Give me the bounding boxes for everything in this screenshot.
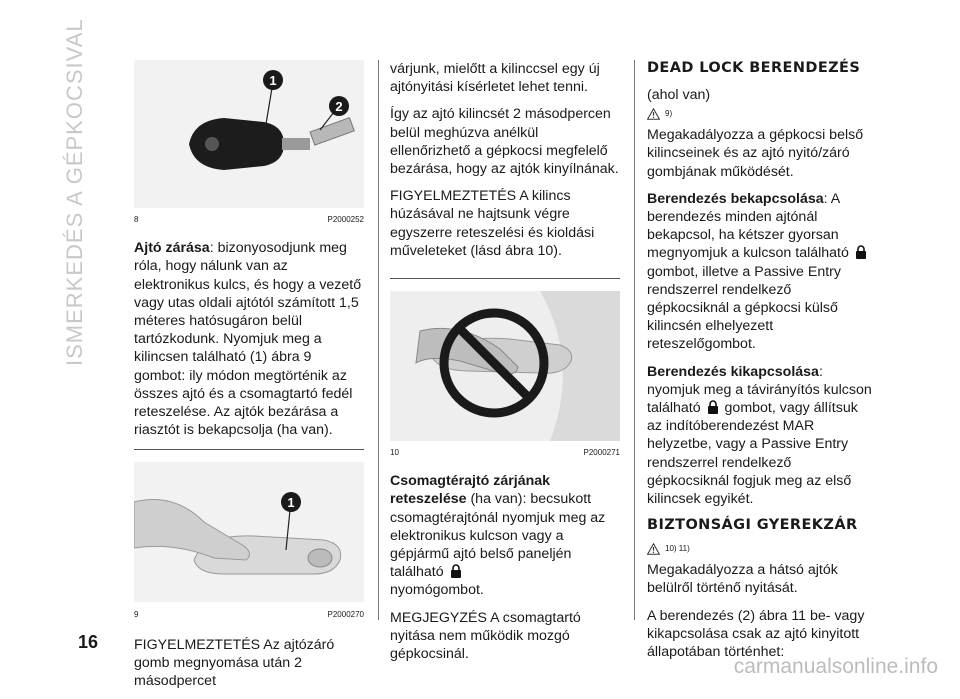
warning-reference: 9) <box>647 108 875 120</box>
figure-code: P2000252 <box>327 215 364 225</box>
paragraph-tailgate-locking: Csomagtérajtó zárjának reteszelése (ha van): becsukott csomagtérajtónál nyomjuk meg az elektronikus kulcson vagy a gépjármű ajtó belső paneljén található nyomógombot. <box>390 473 606 599</box>
figure-9 <box>134 462 364 619</box>
term-activation: Berendezés bekapcsolása <box>647 190 824 207</box>
warning-triangle-icon <box>647 108 660 120</box>
paragraph-activation: Berendezés bekapcsolása: A berendezés minden ajtónál bekapcsol, ha kétszer gyorsan megnyomjuk a kulcson található gombot, illetve a Passive Entry rendszerrel rendelkező gépkocsiknál a gépkocsi külső kilincsén elhelyezett reteszelőgombot. <box>647 190 875 354</box>
figure-caption <box>134 610 364 620</box>
column-divider <box>634 60 635 620</box>
lock-icon <box>450 564 462 579</box>
chapter-side-title: ISMERKEDÉS A GÉPKOCSIVAL <box>62 18 87 366</box>
figure-8 <box>134 60 364 225</box>
term-deactivation: Berendezés kikapcsolása <box>647 363 819 380</box>
separator <box>390 278 620 279</box>
column-divider <box>378 60 379 620</box>
figure-number: 10 <box>390 448 399 458</box>
figure-caption <box>134 215 364 225</box>
paragraph-check-locking: Így az ajtó kilincsét 2 másodpercen belül meghúzva anélkül ellenőrizhető a gépkocsi megfelelő bezárása, hogy az ajtók kinyílnának. <box>390 106 619 178</box>
heading-child-lock: BIZTONSÁGI GYEREKZÁR <box>647 517 858 534</box>
heading-dead-lock: DEAD LOCK BERENDEZÉS <box>647 60 861 76</box>
paragraph-child-lock-operation: A berendezés (2) ábra 11 be- vagy kikapcsolása csak az ajtó kinyitott állapotában történhet: <box>647 607 865 661</box>
paragraph-warning-handle: FIGYELMEZTETÉS A kilincs húzásával ne hajtsunk végre egyszerre reteszelési és kioldási műveleteket (lásd ábra 10). <box>390 188 595 259</box>
column-1 <box>134 60 364 699</box>
figure-10 <box>390 291 620 458</box>
lock-icon <box>855 245 867 260</box>
paragraph-deactivation: Berendezés kikapcsolása: nyomjuk meg a távirányítós kulcson található gombot, vagy állítsuk az indítóberendezést MAR helyzetbe, vagy a Passive Entry rendszerrel rendelkező gépkocsiknál fogjuk meg az első kilincsek egyikét. <box>647 363 872 508</box>
fig8-marker-2: 2 <box>335 99 343 114</box>
term-tailgate-locking: Csomagtérajtó zárjának reteszelése <box>390 473 551 508</box>
watermark: carmanualsonline.info <box>733 655 938 678</box>
paragraph-door-locking: Ajtó zárása: bizonyosodjunk meg róla, hogy nálunk van az elektronikus kulcs, és hogy a vezető vagy utas oldali ajtótól számított 1,5 méteres hatósugáron belül tartózkodunk. Nyomjuk meg a kilincsen található (1) ábra 9 gombot: ily módon megtörténik az összes ajtó és a csomagtartó fedél reteszelése. Az ajtók bezárása a riasztót is bekapcsolja (ha van). <box>134 240 362 439</box>
paragraph-warning-wait: FIGYELMEZTETÉS Az ajtózáró gomb megnyomása után 2 másodpercet <box>134 636 335 690</box>
paragraph-continue: várjunk, mielőtt a kilinccsel egy új ajtónyitási kísérletet lehet tenni. <box>390 61 600 96</box>
separator <box>134 449 364 450</box>
availability-note: (ahol van) <box>647 87 711 103</box>
paragraph-child-lock: Megakadályozza a hátsó ajtók belülről történő nyitását. <box>647 562 838 597</box>
column-3 <box>647 60 875 670</box>
warning-triangle-icon <box>647 543 660 555</box>
figure-number: 8 <box>134 215 139 225</box>
figure-caption <box>390 448 620 458</box>
door-handle-illustration <box>134 462 364 602</box>
lock-icon <box>707 400 719 415</box>
paragraph-dead-lock: Megakadályozza a gépkocsi belső kilincseinek és az ajtó nyitó/záró gombjának működését. <box>647 127 864 180</box>
page-number: 16 <box>78 632 99 652</box>
term-door-locking: Ajtó zárása <box>134 240 210 257</box>
figure-number: 9 <box>134 609 139 619</box>
figure-code: P2000270 <box>327 609 364 619</box>
paragraph-note-moving: MEGJEGYZÉS A csomagtartó nyitása nem működik mozgó gépkocsinál. <box>390 609 581 663</box>
fig8-marker-1: 1 <box>269 73 277 88</box>
fig9-marker-1: 1 <box>287 495 295 511</box>
column-2 <box>390 60 620 672</box>
figure-code: P2000271 <box>583 448 620 458</box>
key-fob-illustration <box>134 60 364 208</box>
prohibited-handle-illustration <box>390 291 620 441</box>
warning-reference: 10) 11) <box>647 543 875 555</box>
